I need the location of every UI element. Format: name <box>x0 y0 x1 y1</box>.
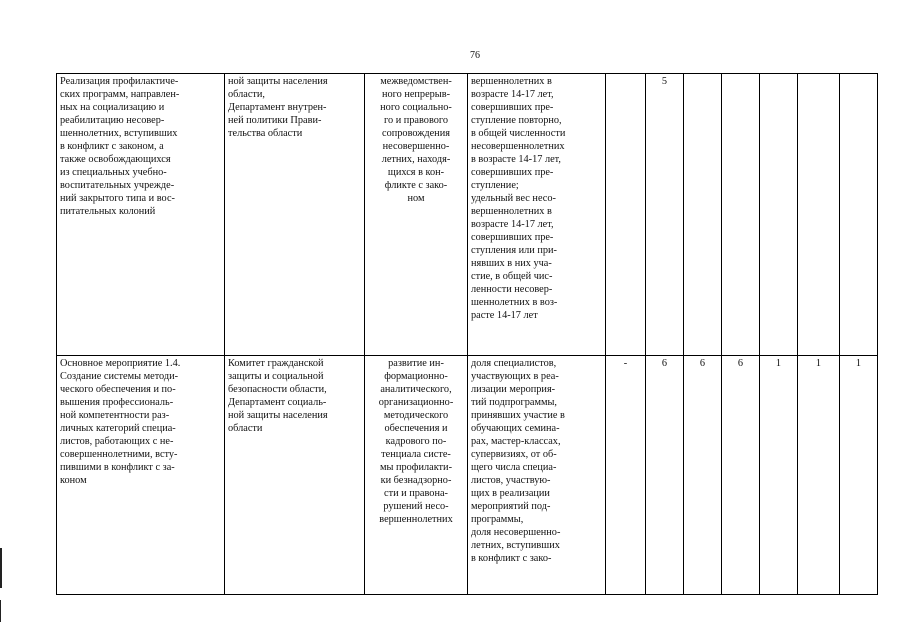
executor-cell: ной защиты населения области, Департамент внутрен- ней политики Прави- тельства области <box>225 74 365 356</box>
value-cell <box>840 74 878 356</box>
value-cell: 6 <box>722 356 760 595</box>
value-cell: 1 <box>798 356 840 595</box>
program-table <box>56 73 878 595</box>
result-cell: развитие ин- формационно- аналитического, организационно- методического обеспечения и кадрового по- тенциала систе- мы профилакти- ки безнадзорно- сти и правона- рушений несо- вершеннолетних <box>365 356 468 595</box>
value-cell <box>722 74 760 356</box>
result-cell: межведомствен- ного непрерыв- ного социально- го и правового сопровождения несовершенно- летних, находя- щихся в кон- фликте с зако- ном <box>365 74 468 356</box>
value-cell <box>798 74 840 356</box>
scan-edge-mark <box>0 600 1 622</box>
page-number: 76 <box>470 50 480 61</box>
value-cell: - <box>606 356 646 595</box>
value-cell: 6 <box>646 356 684 595</box>
measure-cell: Реализация профилактиче- ских программ, направлен- ных на социализацию и реабилитацию несовер- шеннолетних, вступивших в конфликт с законом, а также освобождающихся из специальных учебно- воспитательных учрежде- ний закрытого типа и вос- питательных колоний <box>57 74 225 356</box>
value-cell: 6 <box>684 356 722 595</box>
measure-cell: Основное мероприятие 1.4. Создание системы методи- ческого обеспечения и по- вышения профессиональ- ной компетентности раз- личных категорий специа- листов, работающих с не- совершеннолетними, всту- пившими в конфликт с за- коном <box>57 356 225 595</box>
value-cell <box>606 74 646 356</box>
table-row <box>57 74 878 356</box>
value-cell: 1 <box>840 356 878 595</box>
indicator-cell: доля специалистов, участвующих в реа- лизации мероприя- тий подпрограммы, принявших участие в обучающих семина- рах, мастер-классах, супервизиях, от об- щего числа специа- листов, участвую- щих в реализации мероприятий под- программы, доля несовершенно- летних, вступивших в конфликт с зако- <box>468 356 606 595</box>
value-cell: 5 <box>646 74 684 356</box>
scan-edge-mark <box>0 548 2 588</box>
value-cell <box>684 74 722 356</box>
executor-cell: Комитет гражданской защиты и социальной безопасности области, Департамент социаль- ной защиты населения области <box>225 356 365 595</box>
indicator-cell: вершеннолетних в возрасте 14-17 лет, совершивших пре- ступление повторно, в общей численности несовершеннолетних в возрасте 14-17 лет, совершивших пре- ступление; удельный вес несо- вершеннолетних в возрасте 14-17 лет, совершивших пре- ступления или при- нявших в них уча- стие, в общей чис- ленности несовер- шеннолетних в воз- расте 14-17 лет <box>468 74 606 356</box>
value-cell: 1 <box>760 356 798 595</box>
value-cell <box>760 74 798 356</box>
table-row <box>57 356 878 595</box>
